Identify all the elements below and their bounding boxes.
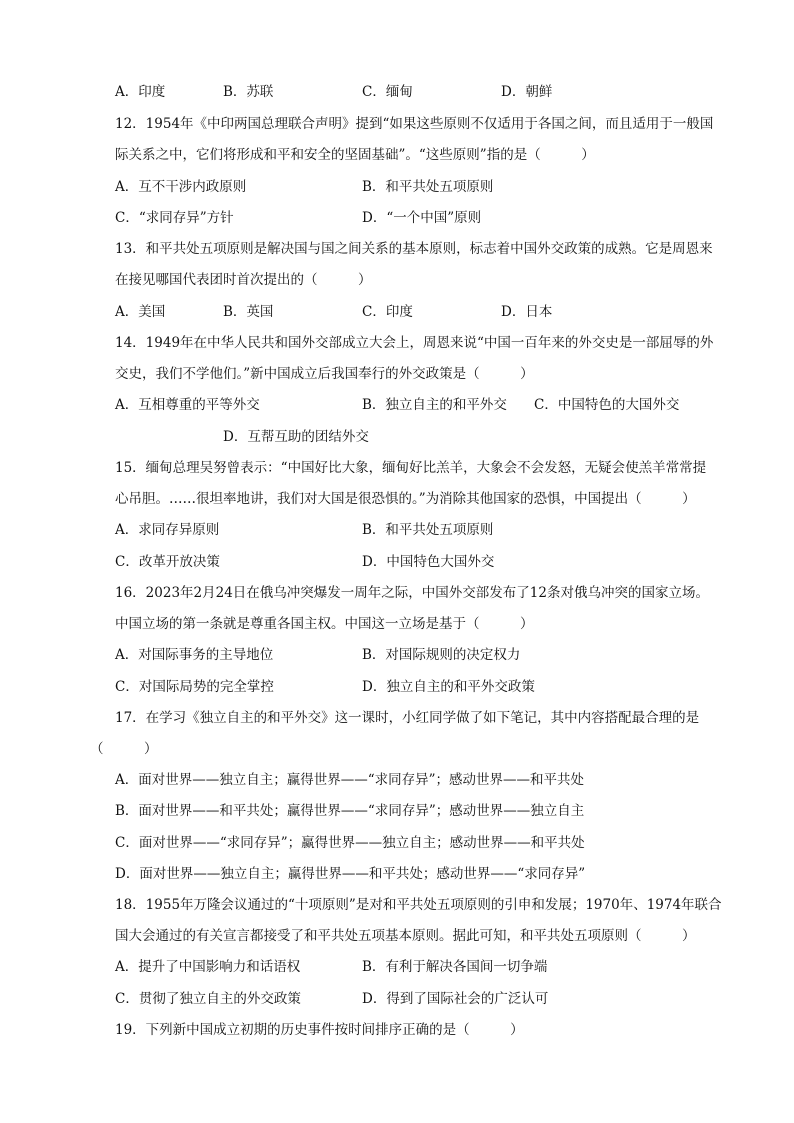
option-c: C．对国际局势的完全掌控 xyxy=(115,679,274,695)
option-a: A．面对世界——独立自主；赢得世界——“求同存异”；感动世界——和平共处 xyxy=(115,772,585,788)
option-b: B．英国 xyxy=(223,304,274,320)
option-d: D．互帮互助的团结外交 xyxy=(223,429,369,445)
option-d: D．面对世界——独立自主；赢得世界——和平共处；感动世界——“求同存异” xyxy=(115,866,586,882)
option-c: C．印度 xyxy=(362,304,413,320)
question-stem-cont: 际关系之中，它们将形成和平和安全的坚固基础”。“这些原则”指的是（ ） xyxy=(115,147,595,163)
option-a: A．互不干涉内政原则 xyxy=(115,179,247,195)
option-c: C．中国特色的大国外交 xyxy=(534,397,680,413)
option-b: B．独立自主的和平外交 xyxy=(362,397,507,413)
option-a: A．提升了中国影响力和话语权 xyxy=(115,959,301,975)
question-stem: 17．在学习《独立自主的和平外交》这一课时，小红同学做了如下笔记，其中内容搭配最合理的是 xyxy=(115,710,700,726)
question-stem: 15．缅甸总理吴努曾表示：“中国好比大象，缅甸好比羔羊，大象会不会发怒，无疑会使羔羊常常提 xyxy=(115,460,707,476)
option-d: D．得到了国际社会的广泛认可 xyxy=(362,991,549,1007)
option-a: A．对国际事务的主导地位 xyxy=(115,647,274,663)
question-stem-cont: 心吊胆。……很坦率地讲，我们对大国是很恐惧的。”为消除其他国家的恐惧，中国提出（ ） xyxy=(115,491,696,507)
question-stem: 12．1954年《中印两国总理联合声明》提到“如果这些原则不仅适用于各国之间，而且适用于一般国 xyxy=(115,116,714,132)
option-a: A．互相尊重的平等外交 xyxy=(115,397,260,413)
option-b: B．面对世界——和平共处；赢得世界——“求同存异”；感动世界——独立自主 xyxy=(115,803,585,819)
option-b: B．和平共处五项原则 xyxy=(362,522,494,538)
option-b: B．和平共处五项原则 xyxy=(362,179,494,195)
option-c: C．缅甸 xyxy=(362,84,413,100)
option-d: D．“一个中国”原则 xyxy=(362,210,482,226)
option-d: D．日本 xyxy=(501,304,553,320)
option-a: A．美国 xyxy=(115,304,166,320)
option-d: D．中国特色大国外交 xyxy=(362,554,495,570)
option-d: D．朝鲜 xyxy=(501,84,553,100)
option-d: D．独立自主的和平外交政策 xyxy=(362,679,535,695)
question-stem: 19．下列新中国成立初期的历史事件按时间排序正确的是（ ） xyxy=(115,1022,524,1038)
question-stem-cont: 国大会通过的有关宣言都接受了和平共处五项基本原则。据此可知，和平共处五项原则（ ） xyxy=(115,928,696,944)
option-a: A．印度 xyxy=(115,84,166,100)
question-stem-cont: 交史，我们不学他们。”新中国成立后我国奉行的外交政策是（ ） xyxy=(115,366,534,382)
option-c: C．贯彻了独立自主的外交政策 xyxy=(115,991,301,1007)
option-c: C．改革开放决策 xyxy=(115,554,220,570)
question-stem-cont: 在接见哪国代表团时首次提出的（ ） xyxy=(115,272,372,288)
question-stem: 14．1949年在中华人民共和国外交部成立大会上，周恩来说“中国一百年来的外交史是一部屈辱的外 xyxy=(115,335,714,351)
question-stem: 13．和平共处五项原则是解决国与国之间关系的基本原则，标志着中国外交政策的成熟。它是周恩来 xyxy=(115,241,713,257)
option-c: C．“求同存异”方针 xyxy=(115,210,234,226)
option-a: A．求同存异原则 xyxy=(115,522,220,538)
option-b: B．有利于解决各国间一切争端 xyxy=(362,959,548,975)
option-b: B．苏联 xyxy=(223,84,274,100)
question-stem-cont: 中国立场的第一条就是尊重各国主权。中国这一立场是基于（ ） xyxy=(115,616,534,632)
option-c: C．面对世界——“求同存异”；赢得世界——独立自主；感动世界——和平共处 xyxy=(115,835,585,851)
question-stem: 16．2023年2月24日在俄乌冲突爆发一周年之际，中国外交部发布了12条对俄乌冲突的国家立场。 xyxy=(115,585,709,601)
question-stem: 18．1955年万隆会议通过的“十项原则”是对和平共处五项原则的引申和发展；1970年、1974年联合 xyxy=(115,897,722,913)
option-b: B．对国际规则的决定权力 xyxy=(362,647,521,663)
question-stem-cont: （ ） xyxy=(90,741,158,757)
